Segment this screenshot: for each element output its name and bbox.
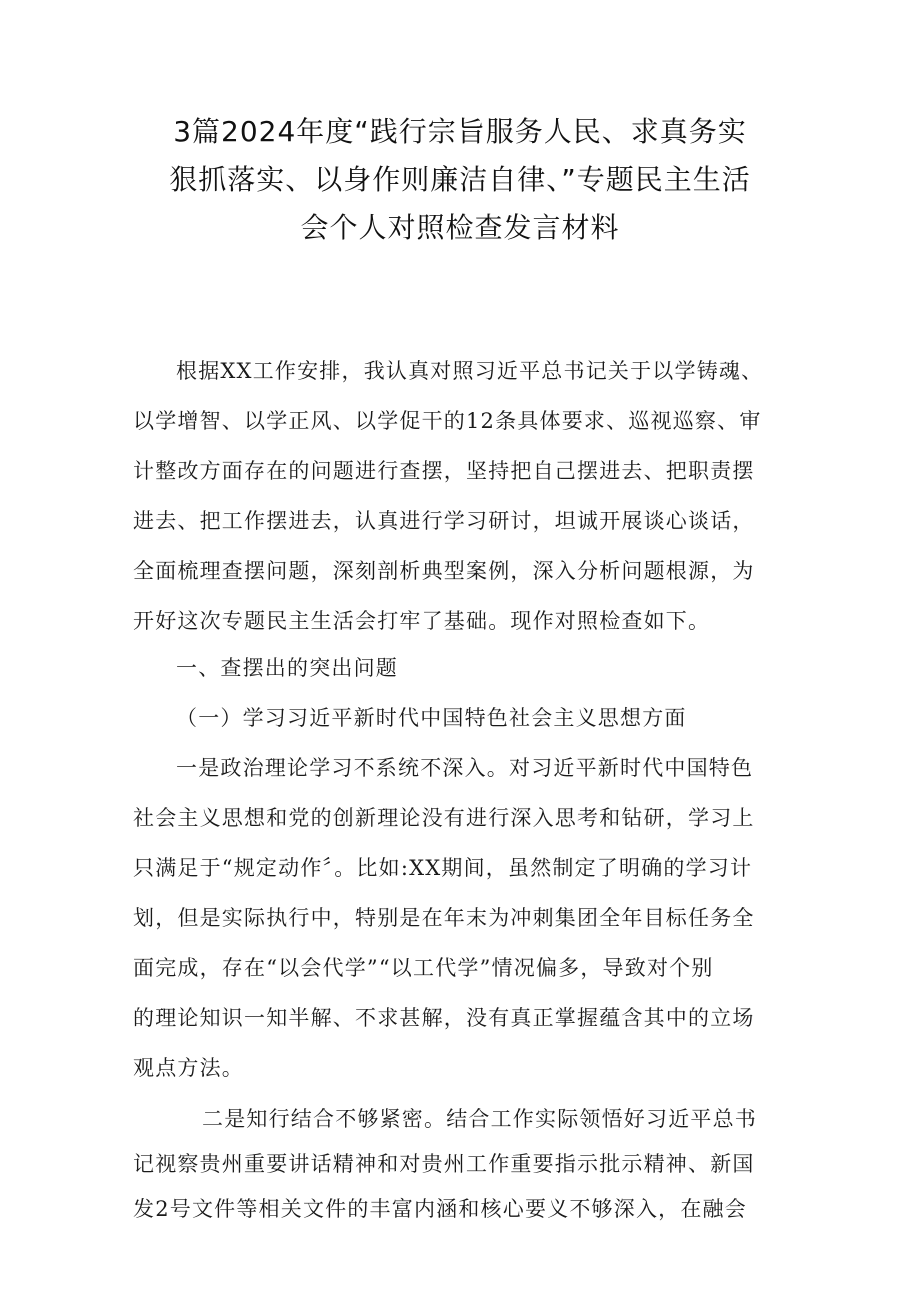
paragraph-line: 记视察贵州重要讲话精神和对贵州工作重要指示批示精神、新国 <box>133 1152 755 1176</box>
section-heading <box>133 643 813 693</box>
paragraph-line: 发2号文件等相关文件的丰富内涵和核心要义不够深入，在融会 <box>133 1197 747 1221</box>
paragraph-line: 根据XX工作安排，我认真对照习近平总书记关于以学铸魂、 <box>176 359 764 383</box>
heading-text: 一、查摆出的突出问题 <box>176 656 398 680</box>
paragraph-line: 一是政治理论学习不系统不深入。对习近平新时代中国特色 <box>176 756 754 780</box>
paragraph-line: 进去、把工作摆进去，认真进行学习研讨，坦诚开展谈心谈话， <box>133 509 755 533</box>
paragraph-line: 的理论知识一知半解、不求甚解，没有真正掌握蕴含其中的立场 <box>133 1006 755 1030</box>
title-line: 3篇2024年度“践行宗旨服务人民、求真务实 <box>173 115 747 148</box>
paragraph-line: 开好这次专题民主生活会打牢了基础。现作对照检查如下。 <box>133 609 711 633</box>
paragraph-line: 二是知行结合不够紧密。结合工作实际领悟好习近平总书 <box>202 1107 757 1131</box>
paragraph-line: 以学增智、以学正风、以学促干的12条具体要求、巡视巡察、审 <box>133 409 762 433</box>
title-line: 狠抓落实、以身作则廉洁自律、”专题民主生活 <box>169 163 751 196</box>
title-line: 会个人对照检查发言材料 <box>300 211 620 244</box>
point-one-paragraph <box>133 743 813 1093</box>
paragraph-line: 面完成，存在“以会代学”“以工代学”情况偏多，导致对个别 <box>133 956 714 980</box>
point-two-paragraph <box>133 1097 813 1232</box>
paragraph-line: 观点方法。 <box>133 1056 244 1080</box>
paragraph-line: 社会主义思想和党的创新理论没有进行深入思考和钻研，学习上 <box>133 806 755 830</box>
paragraph-line: 全面梳理查摆问题，深刻剖析典型案例，深入分析问题根源，为 <box>133 559 755 583</box>
intro-paragraph <box>133 346 813 646</box>
paragraph-line: 只满足于“规定动作〞。比如:XX期间，虽然制定了明确的学习计 <box>133 856 753 880</box>
paragraph-line: 计整改方面存在的问题进行查摆，坚持把自己摆进去、把职责摆 <box>133 459 755 483</box>
document-title <box>110 108 810 252</box>
subsection-heading <box>133 693 813 743</box>
paragraph-line: 划，但是实际执行中，特别是在年末为冲刺集团全年目标任务全 <box>133 906 755 930</box>
heading-text: （一）学习习近平新时代中国特色社会主义思想方面 <box>176 706 687 730</box>
